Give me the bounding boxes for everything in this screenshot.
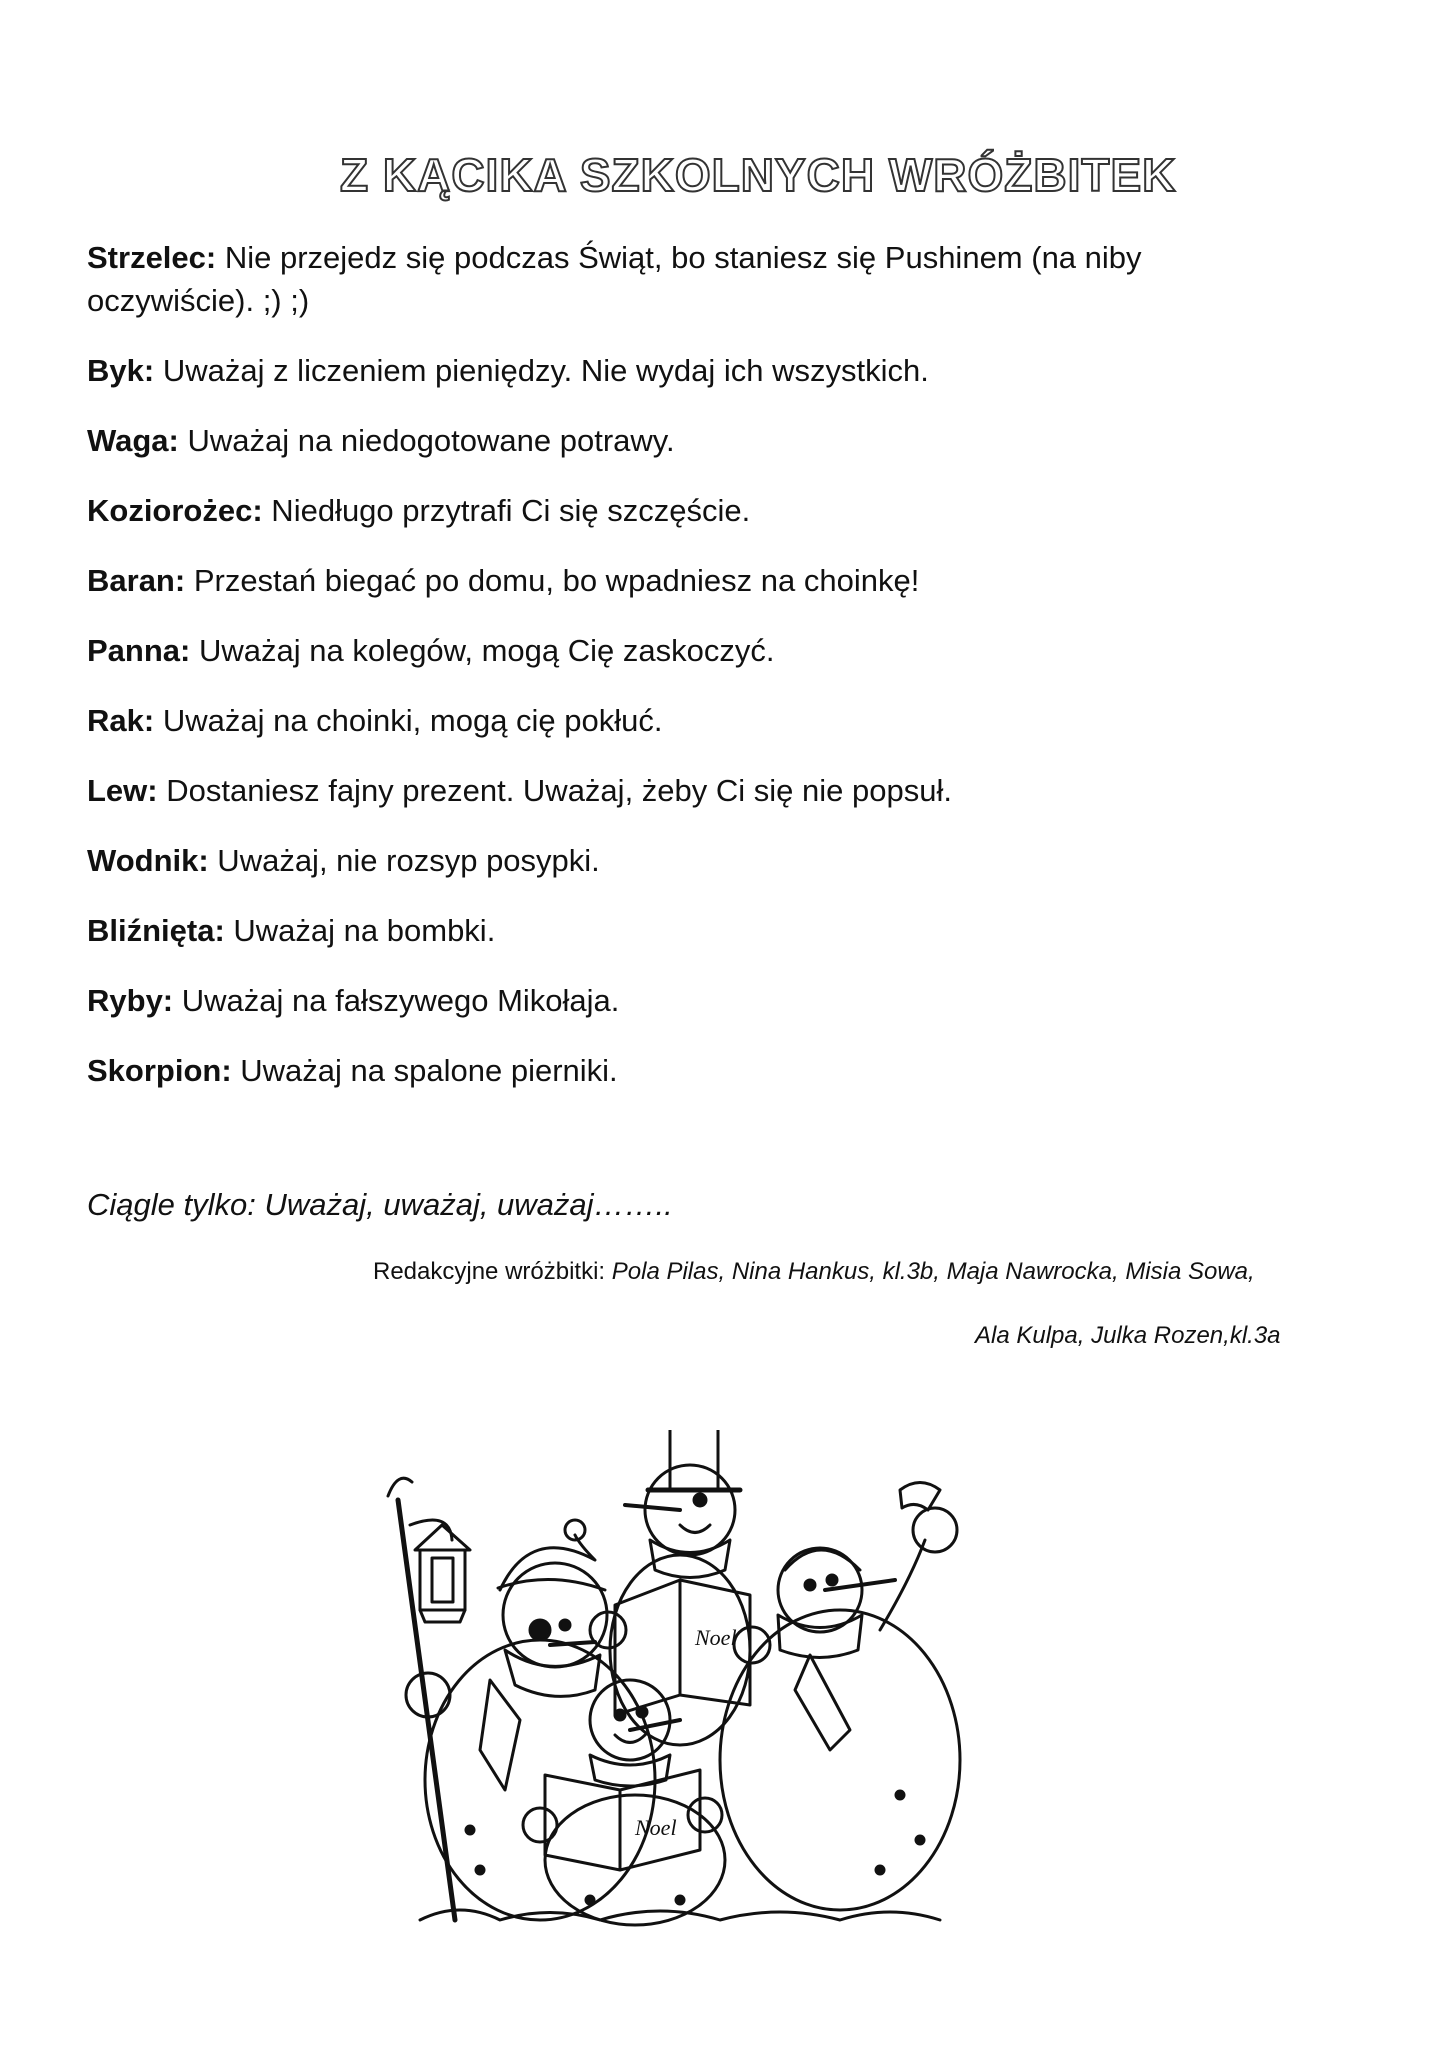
prediction-text: Uważaj z liczeniem pieniędzy. Nie wydaj ich wszystkich. bbox=[154, 353, 929, 388]
prediction-text: Uważaj na choinki, mogą cię pokłuć. bbox=[154, 703, 663, 738]
horoscope-entry bbox=[87, 699, 1287, 742]
snowmen-drawing bbox=[380, 1430, 980, 1940]
prediction-text: Uważaj na bombki. bbox=[224, 913, 496, 948]
book-text: Noel bbox=[635, 1815, 677, 1840]
credits-names: Pola Pilas, Nina Hankus, kl.3b, Maja Nawrocka, Misia Sowa, bbox=[611, 1258, 1255, 1285]
prediction-text: Dostaniesz fajny prezent. Uważaj, żeby Ci się nie popsuł. bbox=[157, 773, 952, 808]
prediction-text: Przestań biegać po domu, bo wpadniesz na choinkę! bbox=[185, 563, 920, 598]
horoscope-entry bbox=[87, 236, 1287, 322]
prediction-text: Uważaj, nie rozsyp posypki. bbox=[208, 843, 600, 878]
prediction-text: Uważaj na spalone pierniki. bbox=[231, 1053, 618, 1088]
prediction-text: Uważaj na kolegów, mogą Cię zaskoczyć. bbox=[190, 633, 775, 668]
zodiac-sign: Koziorożec: bbox=[87, 493, 263, 528]
credits-label: Redakcyjne wróżbitki: bbox=[373, 1258, 612, 1285]
zodiac-sign: Strzelec: bbox=[87, 240, 217, 275]
zodiac-sign: Panna: bbox=[87, 633, 191, 668]
horoscope-entry bbox=[87, 559, 1287, 602]
credits bbox=[373, 1258, 1255, 1286]
zodiac-sign: Waga: bbox=[87, 423, 179, 458]
zodiac-sign: Baran: bbox=[87, 563, 186, 598]
prediction-text: Uważaj na fałszywego Mikołaja. bbox=[173, 983, 620, 1018]
page-title: Z KĄCIKA SZKOLNYCH WRÓŻBITEK bbox=[340, 149, 1177, 201]
prediction-text: Niedługo przytrafi Ci się szczęście. bbox=[262, 493, 751, 528]
book-text: Noel bbox=[695, 1625, 737, 1650]
prediction-text: Uważaj na niedogotowane potrawy. bbox=[178, 423, 675, 458]
snowmen-carolers-illustration bbox=[380, 1430, 980, 1940]
zodiac-sign: Rak: bbox=[87, 703, 155, 738]
horoscope-entry bbox=[87, 1049, 1287, 1092]
horoscope-entry bbox=[87, 769, 1287, 812]
zodiac-sign: Lew: bbox=[87, 773, 158, 808]
horoscope-entry bbox=[87, 629, 1287, 672]
zodiac-sign: Ryby: bbox=[87, 983, 174, 1018]
credits-names-continued: Ala Kulpa, Julka Rozen,kl.3a bbox=[975, 1322, 1281, 1349]
prediction-text: Nie przejedz się podczas Świąt, bo staniesz się Pushinem (na niby oczywiście). ;) ;) bbox=[87, 240, 1142, 318]
zodiac-sign: Skorpion: bbox=[87, 1053, 232, 1088]
horoscope-entry bbox=[87, 349, 1287, 392]
closing-remark: Ciągle tylko: Uważaj, uważaj, uważaj…….. bbox=[87, 1187, 673, 1222]
horoscope-list bbox=[87, 236, 1287, 1119]
zodiac-sign: Bliźnięta: bbox=[87, 913, 225, 948]
horoscope-entry bbox=[87, 489, 1287, 532]
zodiac-sign: Wodnik: bbox=[87, 843, 209, 878]
zodiac-sign: Byk: bbox=[87, 353, 155, 388]
horoscope-entry bbox=[87, 419, 1287, 462]
horoscope-entry bbox=[87, 839, 1287, 882]
horoscope-entry bbox=[87, 909, 1287, 952]
horoscope-entry bbox=[87, 979, 1287, 1022]
